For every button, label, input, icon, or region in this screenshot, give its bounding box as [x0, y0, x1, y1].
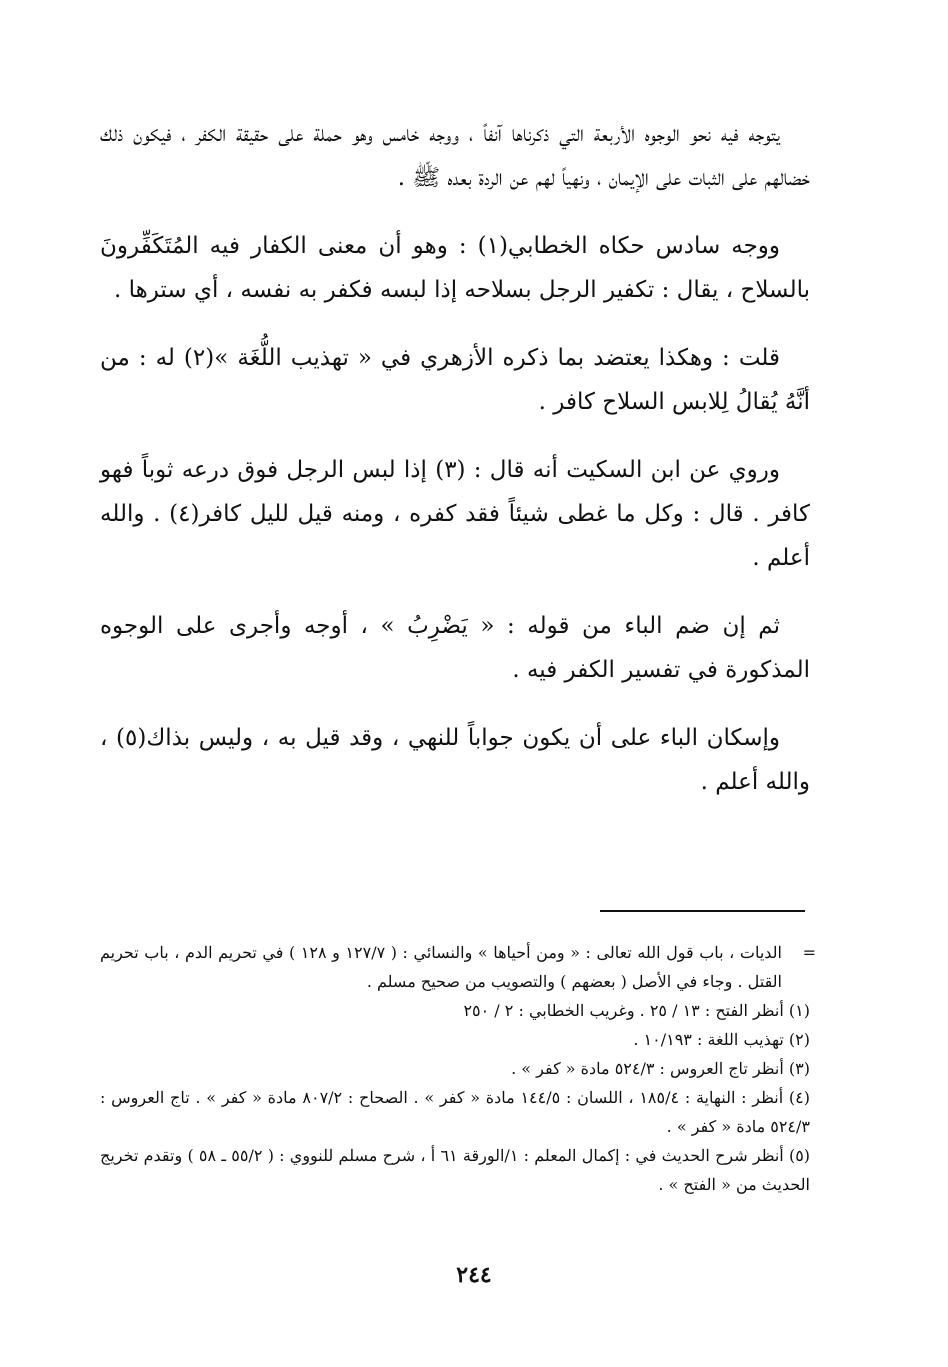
- footnotes: [100, 938, 816, 1199]
- paragraph: وإسكان الباء على أن يكون جواباً للنهي ، وقد قيل به ، وليس بذاك(٥) ، والله أعلم .: [100, 725, 810, 795]
- main-text: [100, 112, 810, 828]
- paragraph: ثم إن ضم الباء من قوله : « يَضْرِبُ » ، أوجه وأجرى على الوجوه المذكورة في تفسير الكفر فيه .: [100, 613, 810, 683]
- continuation-mark: =: [802, 943, 816, 962]
- paragraph: قلت : وهكذا يعتضد بما ذكره الأزهري في « تهذيب اللُّغَة »(٢) له : من أنَّهُ يُقالُ لِلابس السلاح كافر .: [100, 345, 810, 415]
- footnote: (٢) تهذيب اللغة : ١٠/١٩٣ .: [633, 1030, 810, 1049]
- footnote: (٣) أنظر تاج العروس : ٥٢٤/٣ مادة « كفر » .: [511, 1059, 810, 1078]
- paragraph: وروي عن ابن السكيت أنه قال : (٣) إذا لبس الرجل فوق درعه ثوباً فهو كافر . قال : وكل ما غطى شيئاً فقد كفره ، ومنه قيل لليل كافر(٤) . والله أعلم .: [100, 457, 810, 571]
- footnote-separator: [600, 910, 805, 912]
- page-number: ٢٤٤: [456, 1262, 492, 1288]
- paragraph: ووجه سادس حكاه الخطابي(١) : وهو أن معنى الكفار فيه المُتَكَفِّرونَ بالسلاح ، يقال : تكفير الرجل بسلاحه إذا لبسه فكفر به نفسه ، أي سترها .: [100, 233, 810, 303]
- footnote-continuation: [100, 938, 816, 996]
- footnote: (٥) أنظر شرح الحديث في : إكمال المعلم : ١/الورقة ٦١ أ ، شرح مسلم للنووي : ( ٥٥/٢ ـ ٥٨ ) وتقدم تخريج الحديث من « الفتح » .: [100, 1146, 811, 1194]
- footnote: (١) أنظر الفتح : ١٣ / ٢٥ . وغريب الخطابي : ٢ / ٢٥٠: [463, 1001, 810, 1020]
- footnote-continuation-text: الديات ، باب قول الله تعالى : « ومن أحياها » والنسائي : ( ١٢٧/٧ و ١٢٨ ) في تحريم الدم ، باب تحريم القتل . وجاء في الأصل ( بعضهم ) والتصويب من صحيح مسلم .: [100, 943, 782, 991]
- paragraph: يتوجه فيه نحو الوجوه الأربعة التي ذكرناها آنفاً ، ووجه خامس وهو حملة على حقيقة الكفر ، فيكون ذلك خضالهم على الثبات على الإيمان ، ونهياً لهم عن الردة بعده ﷺ .: [100, 121, 810, 191]
- footnote: (٤) أنظر : النهاية : ١٨٥/٤ ، اللسان : ١٤٤/٥ مادة « كفر » . الصحاح : ٨٠٧/٢ مادة « كفر » . تاج العروس : ٥٢٤/٣ مادة « كفر » .: [100, 1088, 810, 1136]
